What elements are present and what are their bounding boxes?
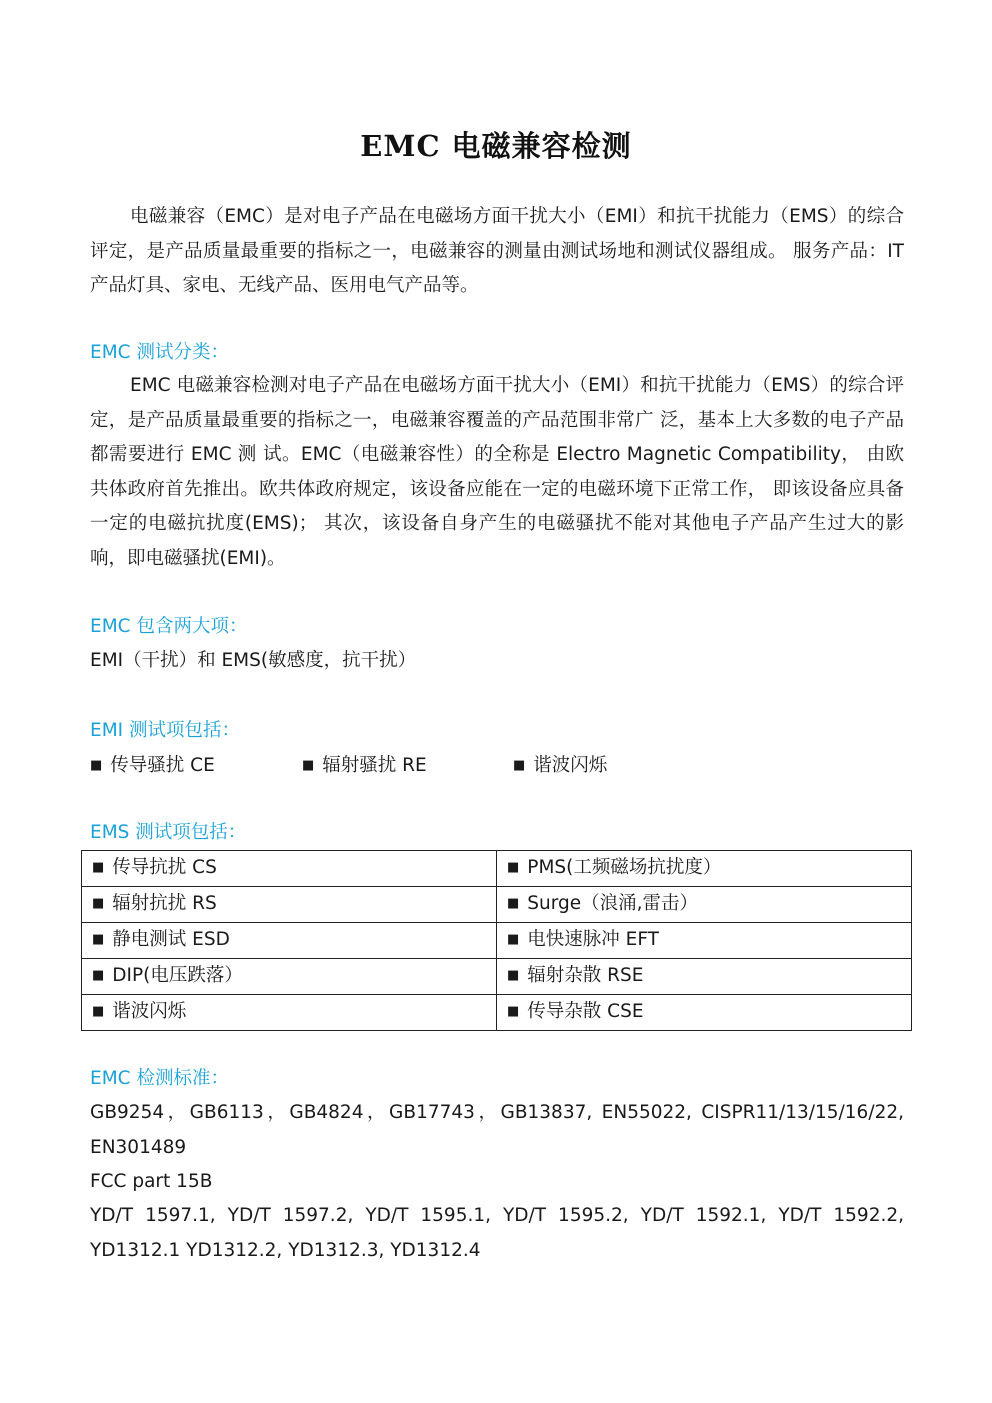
cell-text: 谐波闪烁 (112, 1001, 187, 1022)
bullet-square-icon: ■ (92, 860, 105, 875)
bullet-square-icon: ■ (302, 758, 315, 773)
emi-item (513, 751, 607, 783)
emi-item (90, 751, 215, 783)
table-cell (497, 995, 912, 1031)
cell-text: 电快速脉冲 EFT (527, 929, 659, 950)
table-cell (82, 923, 497, 959)
emi-heading: EMI 测试项包括： (90, 720, 240, 741)
emi-item-label: 传导骚扰 CE (110, 755, 215, 776)
table-cell (497, 851, 912, 887)
table-cell (497, 887, 912, 923)
table-row (82, 959, 912, 995)
two-items-heading: EMC 包含两大项： (90, 616, 248, 637)
standards-line: FCC part 15B (90, 1171, 213, 1192)
standards-line: GB9254，GB6113，GB4824，GB17743，GB13837, EN55022, CISPR11/13/15/16/22, EN301489 (90, 1102, 904, 1158)
two-items-text: EMI（干扰）和 EMS(敏感度，抗干扰） (90, 650, 417, 671)
bullet-square-icon: ■ (92, 968, 105, 983)
table-cell (497, 959, 912, 995)
cell-text: Surge（浪涌,雷击） (527, 893, 699, 914)
emi-item-list (90, 751, 710, 781)
ems-heading: EMS 测试项包括： (90, 822, 247, 843)
table-row (82, 923, 912, 959)
cell-text: PMS(工频磁场抗扰度） (527, 857, 722, 878)
cell-text: DIP(电压跌落） (112, 965, 243, 986)
bullet-square-icon: ■ (507, 1004, 520, 1019)
cell-text: 辐射杂散 RSE (527, 965, 644, 986)
table-row (82, 995, 912, 1031)
bullet-square-icon: ■ (507, 968, 520, 983)
bullet-square-icon: ■ (507, 932, 520, 947)
table-cell (497, 923, 912, 959)
intro-paragraph: 电磁兼容（EMC）是对电子产品在电磁场方面干扰大小（EMI）和抗干扰能力（EMS）的综合评定，是产品质量最重要的指标之一，电磁兼容的测量由测试场地和测试仪器组成。 服务产品：IT 产品灯具、家电、无线产品、医用电气产品等。 (90, 206, 904, 296)
standards-line: YD/T 1597.1, YD/T 1597.2, YD/T 1595.1, YD/T 1595.2, YD/T 1592.1, YD/T 1592.2, YD1312.1 YD1312.2, YD1312.3, YD1312.4 (90, 1205, 904, 1261)
bullet-square-icon: ■ (507, 860, 520, 875)
bullet-square-icon: ■ (92, 896, 105, 911)
cell-text: 辐射抗扰 RS (112, 893, 217, 914)
table-cell (82, 959, 497, 995)
table-cell (82, 887, 497, 923)
table-row (82, 887, 912, 923)
table-cell (82, 995, 497, 1031)
cell-text: 传导杂散 CSE (527, 1001, 644, 1022)
bullet-square-icon: ■ (92, 932, 105, 947)
cell-text: 静电测试 ESD (112, 929, 230, 950)
cell-text: 传导抗扰 CS (112, 857, 217, 878)
emi-item (302, 751, 427, 783)
document-title: EMC 电磁兼容检测 (360, 129, 632, 163)
table-cell (82, 851, 497, 887)
emi-item-label: 辐射骚扰 RE (322, 755, 427, 776)
classification-heading: EMC 测试分类： (90, 342, 229, 363)
emi-item-label: 谐波闪烁 (533, 755, 608, 776)
standards-heading: EMC 检测标准： (90, 1068, 229, 1089)
bullet-square-icon: ■ (92, 1004, 105, 1019)
ems-items-table (81, 850, 912, 1031)
table-row (82, 851, 912, 887)
bullet-square-icon: ■ (507, 896, 520, 911)
bullet-square-icon: ■ (513, 758, 526, 773)
classification-paragraph: EMC 电磁兼容检测对电子产品在电磁场方面干扰大小（EMI）和抗干扰能力（EMS）的综合评定，是产品质量最重要的指标之一，电磁兼容覆盖的产品范围非常广 泛，基本上大多数的电子产品都需要进行 EMC 测 试。EMC（电磁兼容性）的全称是 Electro Magnetic Compatibility， 由欧共体政府首先推出。欧共体政府规定，该设备应能在一定的电磁环境下正常工作， 即该设备应具备一定的电磁抗扰度(EMS)； 其次，该设备自身产生的电磁骚扰不能对其他电子产品产生过大的影响，即电磁骚扰(EMI)。 (90, 375, 904, 569)
bullet-square-icon: ■ (90, 758, 103, 773)
